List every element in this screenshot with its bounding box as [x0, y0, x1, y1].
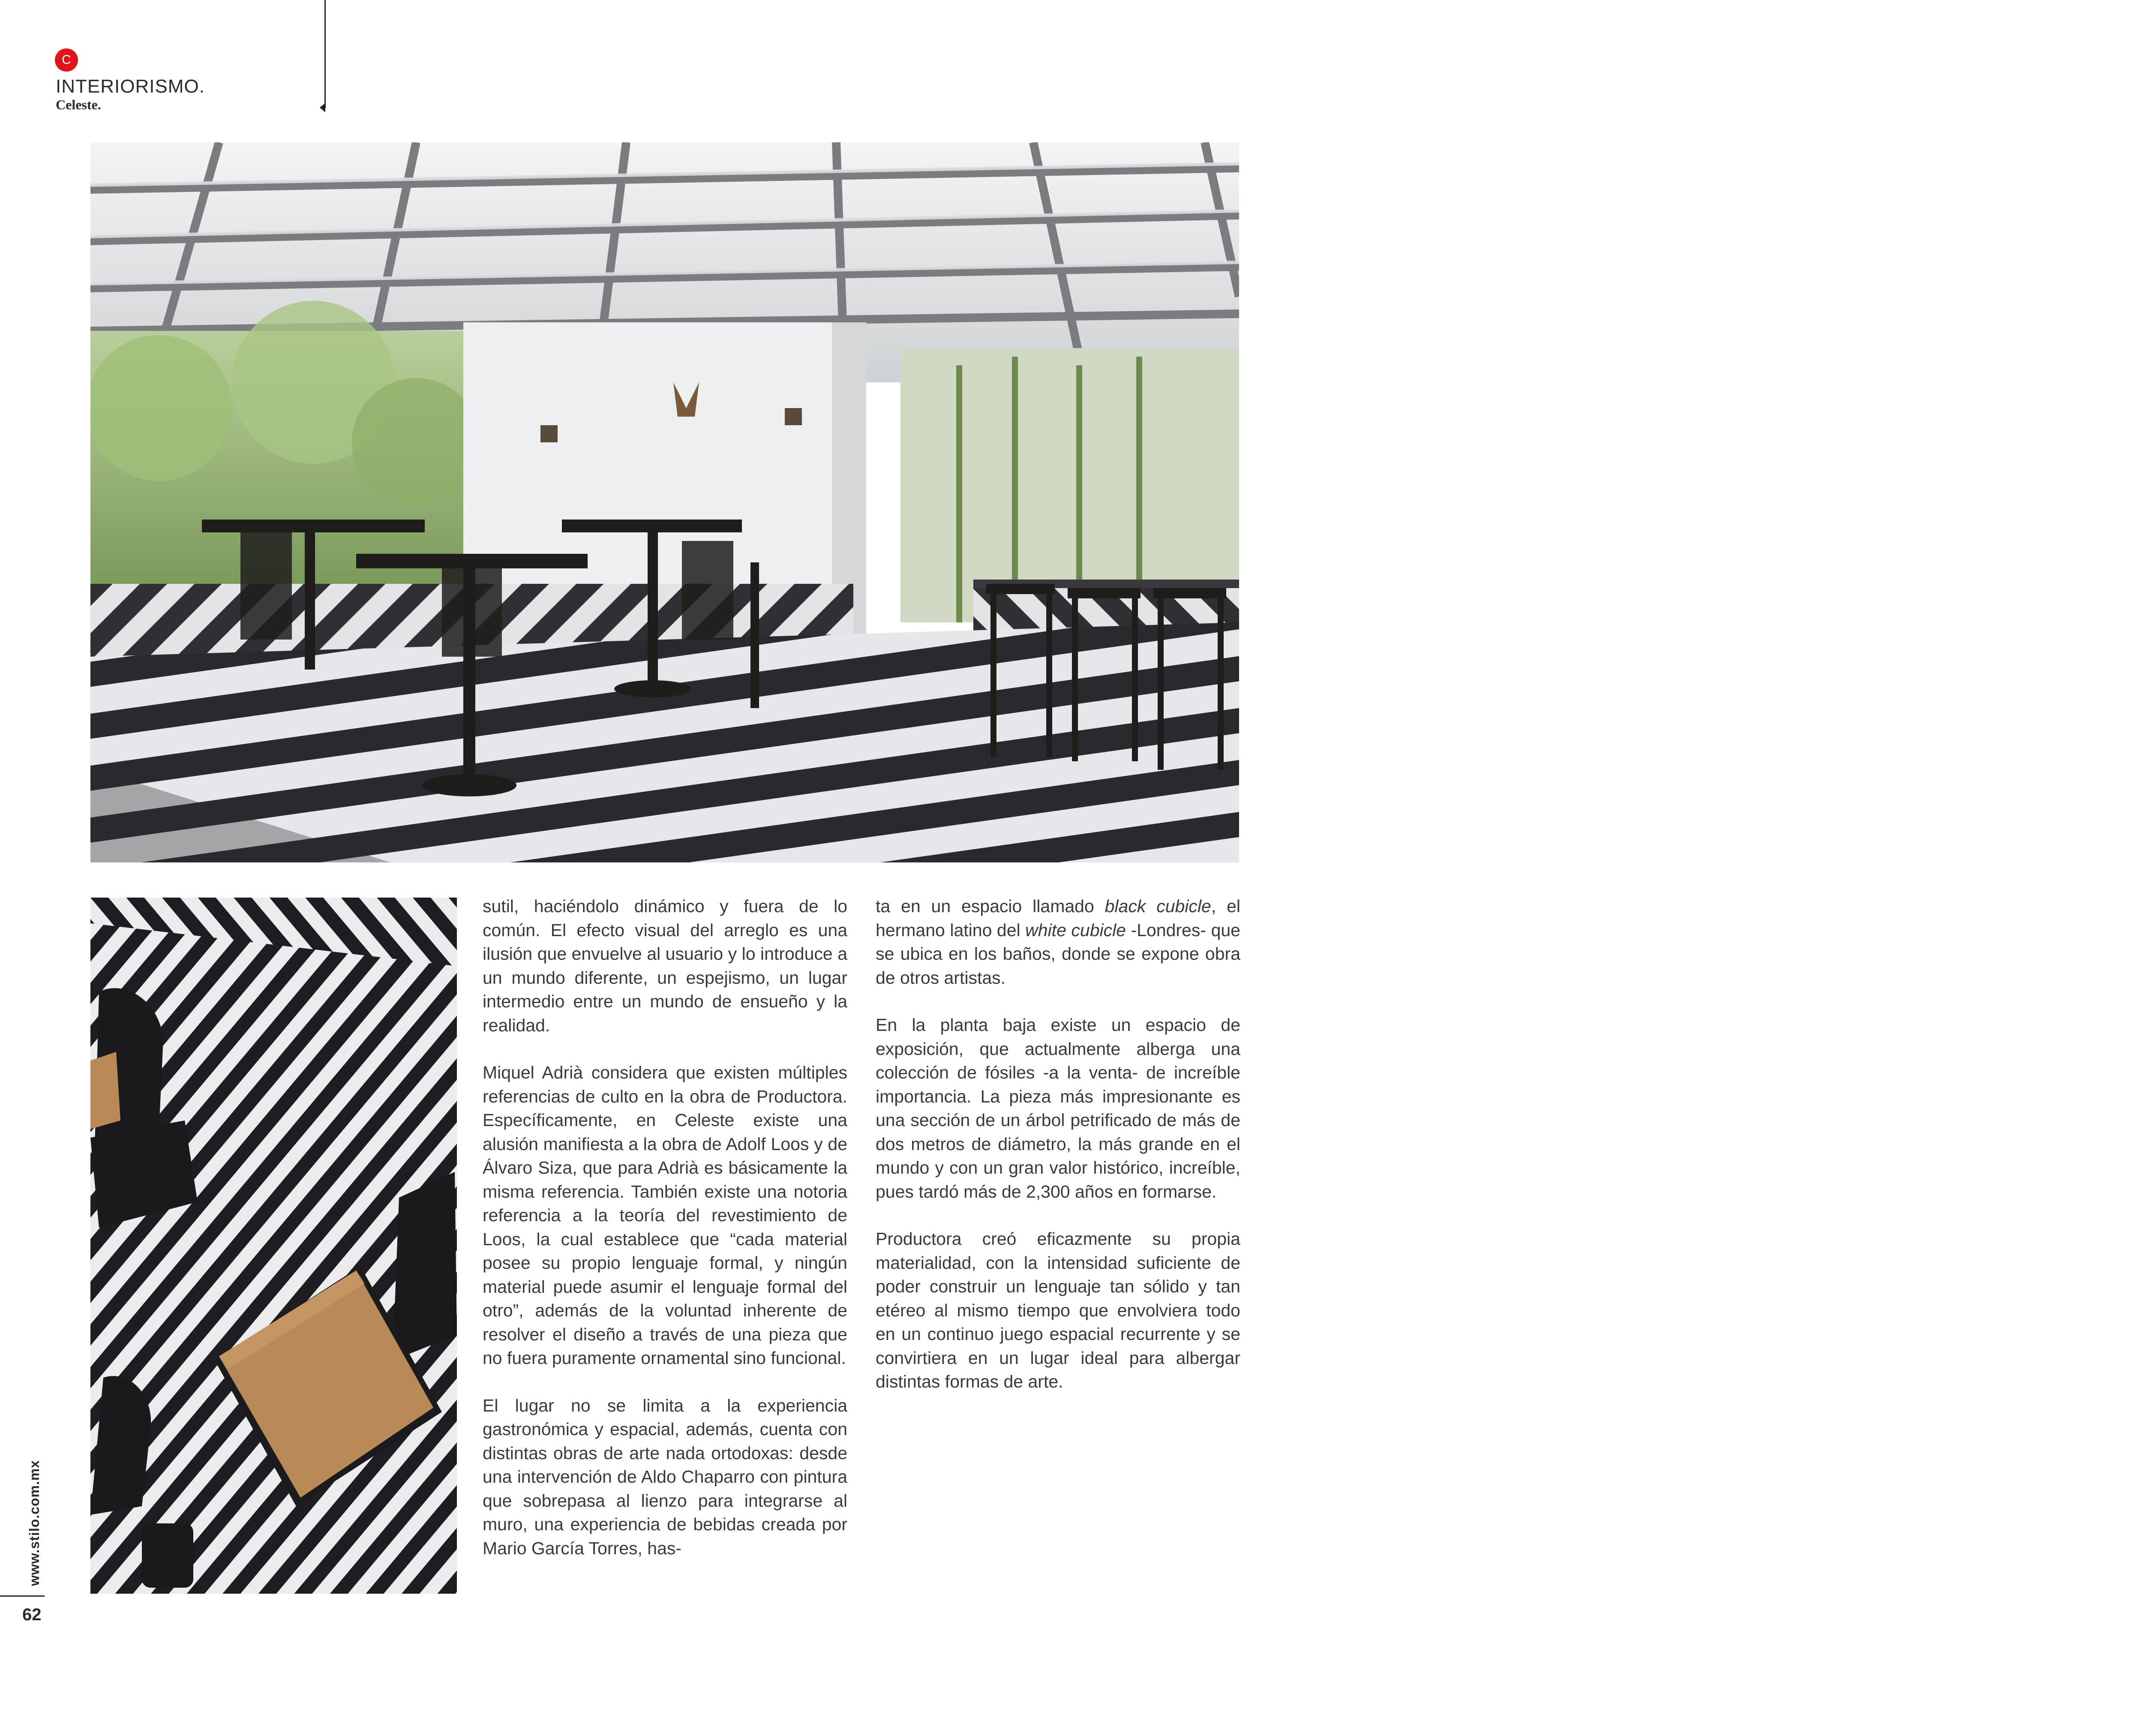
text-run: -Londres- que se ubica en los baños, donde se expone obra de otros artistas.: [876, 920, 1240, 988]
website-url[interactable]: www.stilo.com.mx: [27, 1460, 42, 1586]
paragraph: En la planta baja existe un espacio de exposición, que actualmente alberga una colección de fósiles -a la venta- de increíble importancia. La pieza más impresionante es una sección de un árbol petrificado de más de dos metros de diámetro, la más grande en el mundo y con un gran valor histórico, increíble, pues tardó más de 2,300 años en formarse.: [876, 1015, 1240, 1201]
paragraph: Productora creó eficazmente su propia materialidad, con la intensidad suficiente de poder construir un lenguaje tan sólido y tan etéreo al mismo tiempo que envolviera todo en un continuo juego espacial recurrente y se convirtiera en un lugar ideal para albergar distintas formas de arte.: [876, 1229, 1240, 1391]
italic-term: white cubicle: [1025, 920, 1126, 940]
section-badge: C: [55, 48, 78, 72]
paragraph: Miquel Adrià considera que existen múltiples referencias de culto en la obra de Productora. Específicamente, en Celeste existe una alusión manifiesta a la obra de Adolf Loos y de Álvaro Siza, que para Adrià es básicamente la misma referencia. También existe una notoria referencia a la teoría del revestimiento de Loos, la cual establece que “cada material posee su propio lenguaje formal, y ningún material puede asumir el lenguaje formal del otro”, además de la voluntad inherente de resolver el diseño a través de una pieza que no fuera puramente ornamental sino funcional.: [483, 1063, 847, 1368]
article-column-2: [876, 895, 1240, 1418]
paragraph: [876, 895, 1240, 990]
paragraph: sutil, haciéndolo dinámico y fuera de lo común. El efecto visual del arreglo es una ilusión que envuelve al usuario y lo introduce a un mundo diferente, un espejismo, un lugar intermedio entre un mundo de ensueño y la realidad.: [483, 896, 847, 1035]
paragraph: El lugar no se limita a la experiencia gastronómica y espacial, además, cuenta con distintas obras de arte nada ortodoxas: desde una intervención de Aldo Chaparro con pintura que sobrepasa al lienzo para integrarse al muro, una experiencia de bebidas creada por Mario García Torres, has-: [483, 1395, 847, 1558]
restaurant-interior-photo: [90, 142, 1239, 862]
italic-term: black cubicle: [1105, 896, 1211, 916]
article-column-1: [483, 895, 847, 1584]
section-title: INTERIORISMO.: [56, 76, 205, 97]
striped-floor-detail-photo: [90, 898, 457, 1594]
header-divider-arrow: [320, 103, 325, 112]
text-run: ta en un espacio llamado: [876, 896, 1105, 916]
header-divider: [324, 0, 326, 108]
text-run: , el hermano latino del: [876, 896, 1240, 940]
page-number: 62: [22, 1605, 42, 1624]
article-subtitle: Celeste.: [56, 97, 101, 112]
footer-divider: [0, 1595, 45, 1597]
